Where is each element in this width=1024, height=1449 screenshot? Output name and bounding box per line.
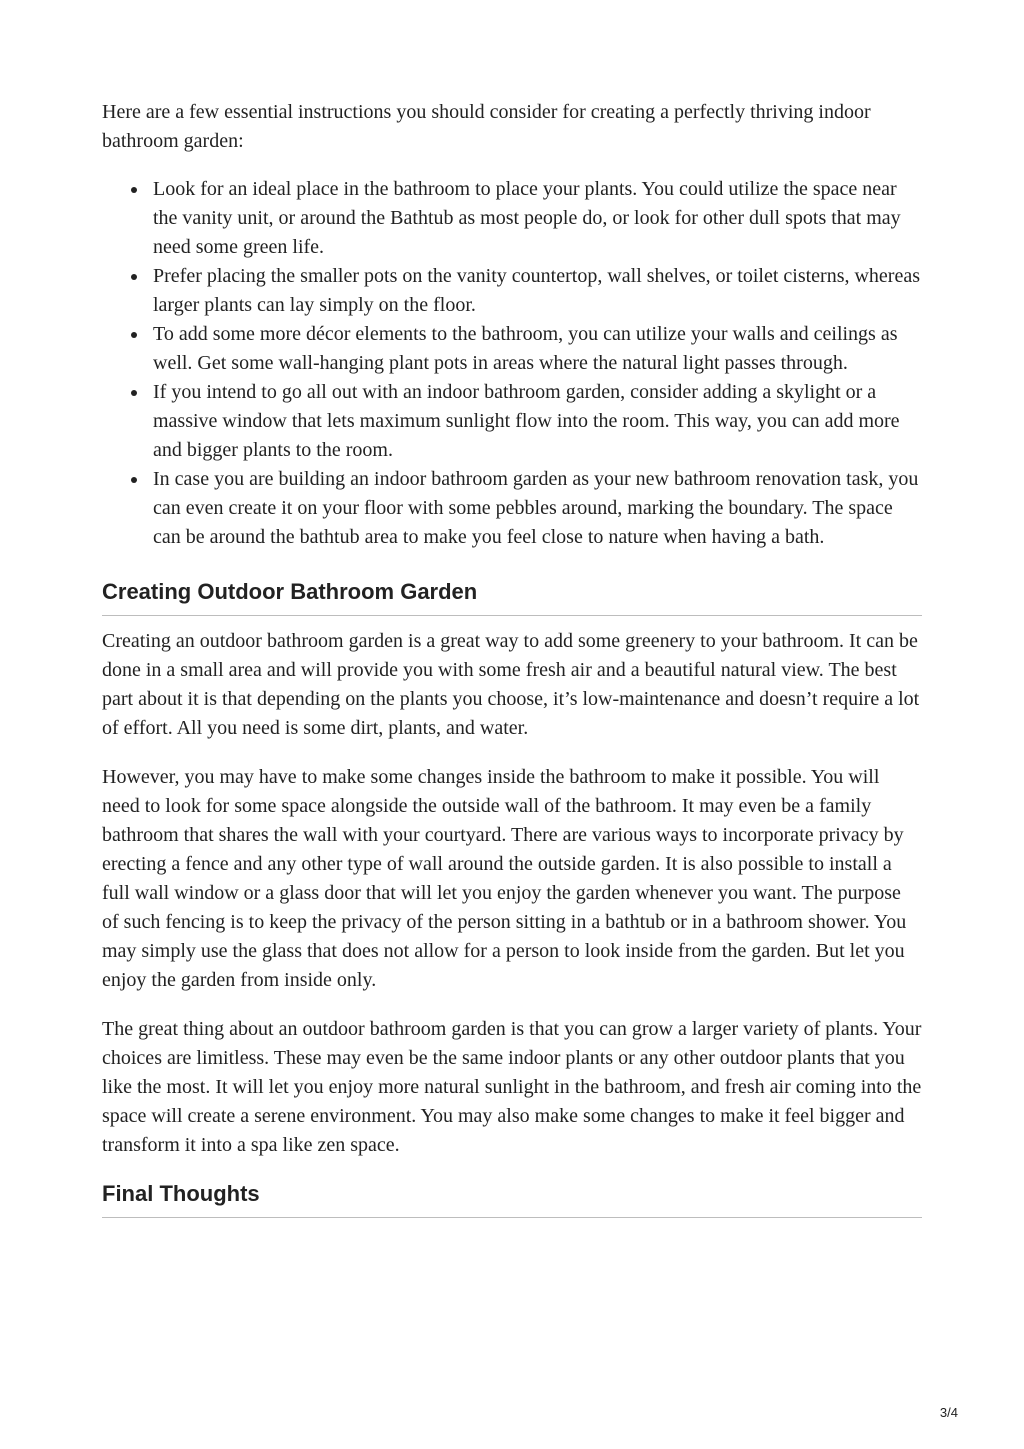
section-heading-outdoor: Creating Outdoor Bathroom Garden bbox=[102, 578, 922, 616]
intro-paragraph: Here are a few essential instructions you should consider for creating a perfectly thriving indoor bathroom garden: bbox=[102, 101, 871, 152]
article-body bbox=[102, 98, 922, 1218]
list-item bbox=[153, 378, 922, 465]
outdoor-paragraph-1: Creating an outdoor bathroom garden is a great way to add some greenery to your bathroom. It can be done in a small area and will provide you with some fresh air and a beautiful natural view. The best part about it is that depending on the plants you choose, it’s low-maintenance and doesn’t require a lot of effort. All you need is some dirt, plants, and water. bbox=[102, 630, 920, 739]
list-item bbox=[153, 262, 922, 320]
list-item-text: Prefer placing the smaller pots on the vanity countertop, wall shelves, or toilet cisterns, whereas larger plants can lay simply on the floor. bbox=[153, 265, 921, 316]
list-item bbox=[153, 465, 922, 552]
tips-list bbox=[102, 175, 922, 552]
section-heading-final: Final Thoughts bbox=[102, 1180, 922, 1218]
outdoor-paragraph-3: The great thing about an outdoor bathroom garden is that you can grow a larger variety of plants. Your choices are limitless. These may even be the same indoor plants or any other outdoor plants that you like the most. It will let you enjoy more natural sunlight in the bathroom, and fresh air coming into the space will create a serene environment. You may also make some changes to make it feel bigger and transform it into a spa like zen space. bbox=[102, 1018, 922, 1156]
bullet-icon bbox=[131, 477, 137, 483]
bullet-icon bbox=[131, 274, 137, 280]
list-item bbox=[153, 320, 922, 378]
list-item-text: To add some more décor elements to the bathroom, you can utilize your walls and ceilings as well. Get some wall-hanging plant pots in areas where the natural light passes through. bbox=[153, 323, 898, 374]
page-number: 3/4 bbox=[939, 1405, 958, 1420]
outdoor-paragraph-2: However, you may have to make some changes inside the bathroom to make it possible. You will need to look for some space alongside the outside wall of the bathroom. It may even be a family bathroom that shares the wall with your courtyard. There are various ways to incorporate privacy by erecting a fence and any other type of wall around the outside garden. It is also possible to install a full wall window or a glass door that will let you enjoy the garden whenever you want. The purpose of such fencing is to keep the privacy of the person sitting in a bathtub or in a bathroom shower. You may simply use the glass that does not allow for a person to look inside from the garden. But let you enjoy the garden from inside only. bbox=[102, 766, 907, 991]
bullet-icon bbox=[131, 332, 137, 338]
list-item-text: Look for an ideal place in the bathroom to place your plants. You could utilize the space near the vanity unit, or around the Bathtub as most people do, or look for other dull spots that may need some green life. bbox=[153, 178, 901, 258]
bullet-icon bbox=[131, 390, 137, 396]
list-item-text: If you intend to go all out with an indoor bathroom garden, consider adding a skylight or a massive window that lets maximum sunlight flow into the room. This way, you can add more and bigger plants to the room. bbox=[153, 381, 900, 461]
list-item bbox=[153, 175, 922, 262]
bullet-icon bbox=[131, 187, 137, 193]
list-item-text: In case you are building an indoor bathroom garden as your new bathroom renovation task, you can even create it on your floor with some pebbles around, marking the boundary. The space can be around the bathtub area to make you feel close to nature when having a bath. bbox=[153, 468, 919, 548]
